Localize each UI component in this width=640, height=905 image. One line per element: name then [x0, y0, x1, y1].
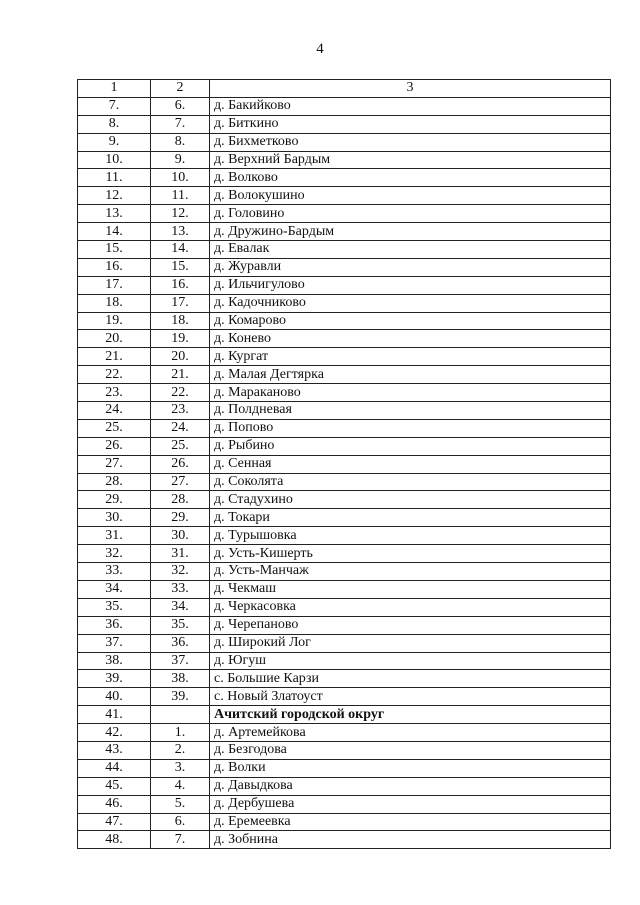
row-number: 13. [78, 205, 151, 223]
row-number: 21. [78, 348, 151, 366]
row-sub-number: 7. [151, 831, 210, 849]
table-row [78, 652, 611, 670]
settlement-name: д. Усть-Манчаж [210, 563, 611, 581]
table-row [78, 831, 611, 849]
row-sub-number: 22. [151, 384, 210, 402]
row-sub-number: 1. [151, 724, 210, 742]
table-row [78, 187, 611, 205]
row-number: 37. [78, 634, 151, 652]
table-row [78, 795, 611, 813]
row-number: 12. [78, 187, 151, 205]
row-sub-number: 6. [151, 813, 210, 831]
row-number: 16. [78, 258, 151, 276]
row-sub-number: 26. [151, 455, 210, 473]
settlement-name: д. Токари [210, 509, 611, 527]
row-number: 27. [78, 455, 151, 473]
row-number: 23. [78, 384, 151, 402]
settlement-name: д. Бихметково [210, 133, 611, 151]
row-sub-number: 25. [151, 437, 210, 455]
table-row [78, 330, 611, 348]
row-sub-number: 35. [151, 616, 210, 634]
row-number: 44. [78, 759, 151, 777]
row-number: 33. [78, 563, 151, 581]
settlements-table [77, 79, 611, 849]
row-sub-number: 31. [151, 545, 210, 563]
row-sub-number: 28. [151, 491, 210, 509]
settlement-name: д. Черкасовка [210, 598, 611, 616]
row-number: 11. [78, 169, 151, 187]
settlement-name: д. Давыдкова [210, 777, 611, 795]
table-row [78, 384, 611, 402]
row-sub-number: 29. [151, 509, 210, 527]
table-row [78, 419, 611, 437]
table-row [78, 634, 611, 652]
row-sub-number: 14. [151, 241, 210, 259]
settlement-name: д. Сенная [210, 455, 611, 473]
row-number: 43. [78, 741, 151, 759]
settlement-name: д. Журавли [210, 258, 611, 276]
settlement-name: д. Чекмаш [210, 580, 611, 598]
settlement-name: д. Волокушино [210, 187, 611, 205]
settlement-name: д. Комарово [210, 312, 611, 330]
row-number: 45. [78, 777, 151, 795]
settlement-name: с. Новый Златоуст [210, 688, 611, 706]
row-number: 35. [78, 598, 151, 616]
row-sub-number: 30. [151, 527, 210, 545]
table-row [78, 151, 611, 169]
table-row [78, 294, 611, 312]
table-group-row [78, 706, 611, 724]
header-col-3: 3 [210, 80, 611, 98]
row-number: 38. [78, 652, 151, 670]
row-number: 29. [78, 491, 151, 509]
settlement-name: д. Бакийково [210, 97, 611, 115]
table-row [78, 276, 611, 294]
row-number: 46. [78, 795, 151, 813]
row-number: 14. [78, 223, 151, 241]
row-number: 39. [78, 670, 151, 688]
group-name: Ачитский городской округ [210, 706, 611, 724]
table-row [78, 527, 611, 545]
table-row [78, 312, 611, 330]
row-sub-number: 3. [151, 759, 210, 777]
settlement-name: д. Широкий Лог [210, 634, 611, 652]
row-sub-number: 2. [151, 741, 210, 759]
row-number: 18. [78, 294, 151, 312]
table-row [78, 348, 611, 366]
row-number: 9. [78, 133, 151, 151]
row-sub-number: 21. [151, 366, 210, 384]
table-row [78, 545, 611, 563]
table-row [78, 223, 611, 241]
table-row [78, 777, 611, 795]
row-number: 42. [78, 724, 151, 742]
row-number: 24. [78, 402, 151, 420]
table-row [78, 402, 611, 420]
row-number: 19. [78, 312, 151, 330]
settlement-name: д. Евалак [210, 241, 611, 259]
table-row [78, 509, 611, 527]
settlement-name: д. Турышовка [210, 527, 611, 545]
row-number: 41. [78, 706, 151, 724]
row-number: 15. [78, 241, 151, 259]
row-sub-number: 15. [151, 258, 210, 276]
table-row [78, 598, 611, 616]
row-number: 25. [78, 419, 151, 437]
settlement-name: д. Полдневая [210, 402, 611, 420]
row-number: 48. [78, 831, 151, 849]
row-sub-number: 38. [151, 670, 210, 688]
table-row [78, 437, 611, 455]
table-row [78, 169, 611, 187]
row-sub-number: 4. [151, 777, 210, 795]
table-row [78, 133, 611, 151]
settlement-name: д. Верхний Бардым [210, 151, 611, 169]
settlement-name: д. Зобнина [210, 831, 611, 849]
row-sub-number: 18. [151, 312, 210, 330]
row-sub-number: 12. [151, 205, 210, 223]
row-number: 34. [78, 580, 151, 598]
row-number: 17. [78, 276, 151, 294]
table-row [78, 688, 611, 706]
row-sub-number: 6. [151, 97, 210, 115]
settlement-name: д. Ильчигулово [210, 276, 611, 294]
row-number: 36. [78, 616, 151, 634]
table-row [78, 580, 611, 598]
table-row [78, 724, 611, 742]
table-row [78, 616, 611, 634]
settlement-name: д. Кадочниково [210, 294, 611, 312]
settlement-name: д. Артемейкова [210, 724, 611, 742]
settlement-name: д. Конево [210, 330, 611, 348]
settlement-name: д. Югуш [210, 652, 611, 670]
table-row [78, 205, 611, 223]
row-sub-number: 39. [151, 688, 210, 706]
settlement-name: д. Волки [210, 759, 611, 777]
row-number: 40. [78, 688, 151, 706]
settlement-name: д. Биткино [210, 115, 611, 133]
row-sub-number: 11. [151, 187, 210, 205]
row-number: 7. [78, 97, 151, 115]
row-sub-number: 23. [151, 402, 210, 420]
row-number: 28. [78, 473, 151, 491]
row-sub-number: 33. [151, 580, 210, 598]
row-number: 32. [78, 545, 151, 563]
table-row [78, 813, 611, 831]
table-header-row [78, 80, 611, 98]
settlement-name: д. Малая Дегтярка [210, 366, 611, 384]
page-number: 4 [316, 41, 324, 57]
settlement-name: д. Стадухино [210, 491, 611, 509]
row-sub-number: 24. [151, 419, 210, 437]
row-number: 30. [78, 509, 151, 527]
table-row [78, 473, 611, 491]
settlement-name: д. Дербушева [210, 795, 611, 813]
row-sub-number: 13. [151, 223, 210, 241]
row-sub-number: 20. [151, 348, 210, 366]
row-sub-number: 34. [151, 598, 210, 616]
settlement-name: д. Еремеевка [210, 813, 611, 831]
row-number: 10. [78, 151, 151, 169]
row-sub-number: 17. [151, 294, 210, 312]
settlement-name: д. Мараканово [210, 384, 611, 402]
table-row [78, 670, 611, 688]
settlement-name: д. Дружино-Бардым [210, 223, 611, 241]
settlement-name: д. Кургат [210, 348, 611, 366]
table-row [78, 115, 611, 133]
row-sub-number: 7. [151, 115, 210, 133]
row-sub-number: 37. [151, 652, 210, 670]
row-sub-number: 27. [151, 473, 210, 491]
table-row [78, 366, 611, 384]
row-sub-number: 5. [151, 795, 210, 813]
settlement-name: д. Соколята [210, 473, 611, 491]
row-sub-number: 8. [151, 133, 210, 151]
row-number: 26. [78, 437, 151, 455]
row-sub-number: 16. [151, 276, 210, 294]
settlement-name: д. Волково [210, 169, 611, 187]
row-sub-number [151, 706, 210, 724]
table-row [78, 741, 611, 759]
row-sub-number: 9. [151, 151, 210, 169]
table-row [78, 258, 611, 276]
header-col-2: 2 [151, 80, 210, 98]
row-number: 20. [78, 330, 151, 348]
settlement-name: д. Головино [210, 205, 611, 223]
table-row [78, 97, 611, 115]
settlement-name: д. Попово [210, 419, 611, 437]
row-sub-number: 32. [151, 563, 210, 581]
header-col-1: 1 [78, 80, 151, 98]
row-number: 31. [78, 527, 151, 545]
settlement-name: с. Большие Карзи [210, 670, 611, 688]
settlement-name: д. Безгодова [210, 741, 611, 759]
table-row [78, 241, 611, 259]
row-number: 8. [78, 115, 151, 133]
settlement-name: д. Черепаново [210, 616, 611, 634]
row-sub-number: 10. [151, 169, 210, 187]
row-number: 47. [78, 813, 151, 831]
table-row [78, 759, 611, 777]
settlement-name: д. Усть-Кишерть [210, 545, 611, 563]
table-row [78, 491, 611, 509]
row-number: 22. [78, 366, 151, 384]
table-row [78, 563, 611, 581]
row-sub-number: 36. [151, 634, 210, 652]
row-sub-number: 19. [151, 330, 210, 348]
table-row [78, 455, 611, 473]
settlement-name: д. Рыбино [210, 437, 611, 455]
